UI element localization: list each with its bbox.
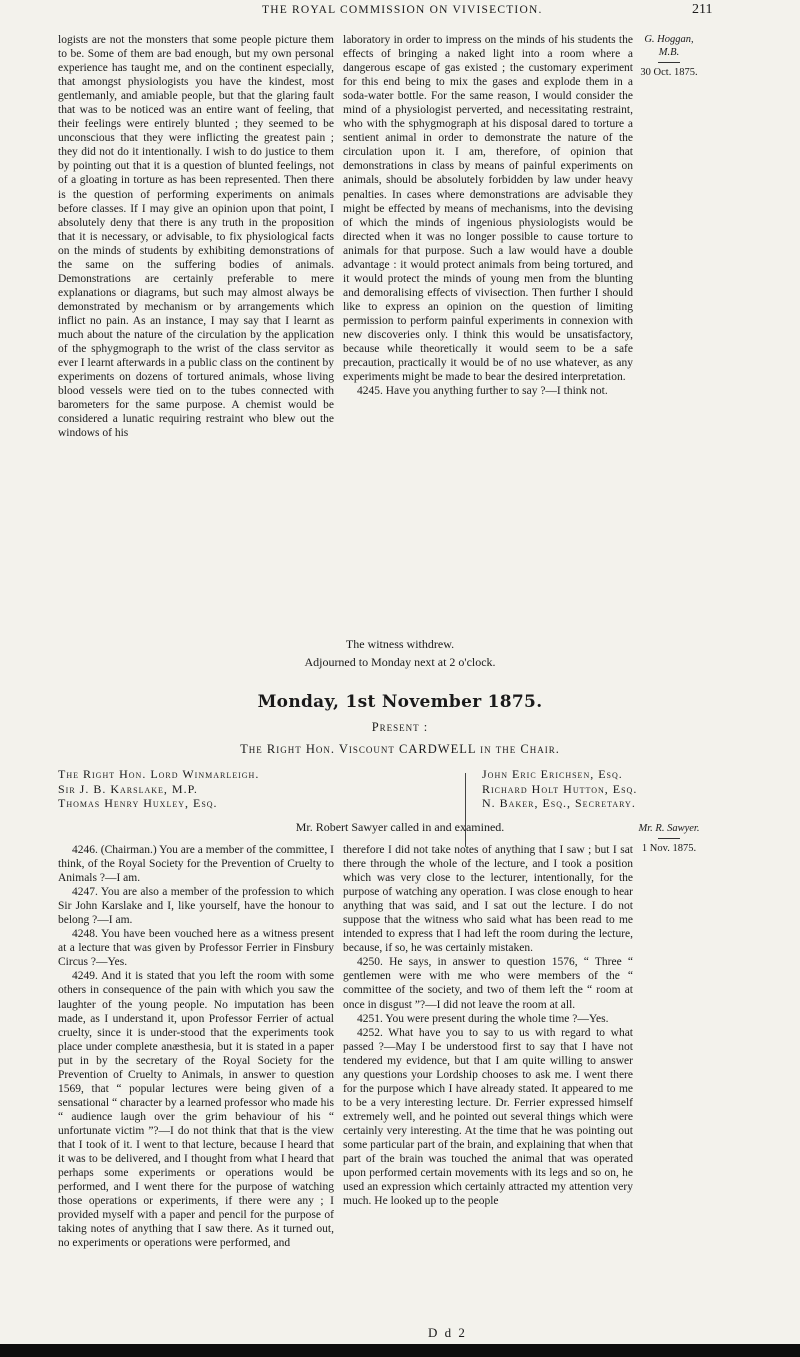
members-right: [482, 767, 782, 811]
members-bracket: [465, 773, 466, 847]
margin-witness-name: G. Hoggan, M.B.: [644, 34, 694, 58]
chair-line: The Right Hon. Viscount CARDWELL in the Chair.: [240, 742, 560, 756]
margin-witness-name: Mr. R. Sawyer.: [638, 823, 700, 834]
page-number: 211: [692, 2, 713, 17]
adjourned-note: Adjourned to Monday next at 2 o'clock.: [304, 655, 496, 669]
scan-edge-bar: [0, 1344, 800, 1357]
member: N. Baker, Esq., Secretary.: [482, 796, 636, 810]
margin-date: 30 Oct. 1875.: [640, 67, 698, 78]
margin-note-witness: [638, 33, 700, 79]
bottom-right-column: [343, 843, 633, 1208]
meeting-date: Monday, 1st November 1875.: [257, 692, 543, 712]
paragraph: 4251. You were present during the whole time ?—Yes.: [357, 1012, 609, 1025]
margin-note-witness-2: [638, 822, 700, 855]
member: The Right Hon. Lord Winmarleigh.: [58, 767, 260, 781]
paragraph: laboratory in order to impress on the minds of his students the effects of bringing a naked light into a room where a dangerous escape of gas existed ; the customary experiment for this end being to mix the gases and explode them in a soda-water bottle. For the same reason, I would consider the mind of a physiologist perverted, and necessitating restraint, who with the sphygmograph at his disposal dared to torture a sentient animal in order to demonstrate the nature of the circulation upon it. I am, therefore, of opinion that demonstrations in class by means of painful experiments on animals, should be absolutely forbidden by law under heavy penalties. In cases where demonstrations are advisable they might be effected by means of mechanisms, into the devising of which the minds of ingenious physiologists would be directed when it was no longer possible to cause torture to animals for that purpose. Such a law would have a double advantage : it would protect animals from being tortured, and it would protect the minds of young men from the blunting and demoralising effects of vivisection. Then further I should like to express an opinion on the question of limiting permission to perform painful experiments in connexion with new discoveries only. I think this would be unsatisfactory, because while theoretically it would seem to be a safe precaution, practically it would be of no use whatever, as any experiments might be made to bear the desired interpretation.: [343, 34, 633, 384]
member: John Eric Erichsen, Esq.: [482, 767, 623, 781]
witness-withdrew: The witness withdrew.: [345, 637, 455, 651]
top-left-column: [58, 33, 334, 440]
paragraph: 4250. He says, in answer to question 1576, “ Three “ gentlemen were with me who were members of the “ committee of the society, and two of them left the “ room at once in disgust ”?—I did not leave the room at all.: [343, 956, 633, 1011]
page-header: [0, 0, 800, 22]
members-left: [58, 767, 458, 811]
present-label: Present :: [371, 720, 429, 734]
paragraph: 4248. You have been vouched here as a witness present at a lecture that was given by Professor Ferrier in Finsbury Circus ?—Yes.: [58, 928, 334, 969]
paragraph: logists are not the monsters that some people picture them to be. Some of them are bad enough, but my own personal experience has taught me, and on the continent especially, that amongst physiologists you have the kindest, most gentlemanly, and amiable people, but that the glaring fault that was to be noticed was an entire want of feeling, that their feelings were entirely blunted ; they seemed to be unconscious that they were inflicting the greatest pain ; they did not do it intentionally. I wish to do justice to them by pointing out that it is a question of blunted feelings, not of a gloating in torture as has been represented. Then there is the question of performing experiments on animals before classes. If I may give an opinion upon that point, I absolutely deny that there is any truth in the proposition that it is necessary, or advisable, to fix physiological facts on the minds of students by exhibiting demonstrations of the same on the suffering bodies of animals. Demonstrations are certainly preferable to mere explanations or diagrams, but such may almost always be demonstrated by mechanism or by arrangements which inflict no pain. As an instance, I may say that I learnt as much about the nature of the circulation by the application of the sphygmograph to the wrist of the class servitor as ever I learnt afterwards in a public class on the continent by experiments on dozens of tortured animals, whose living blood vessels were tied on to the tubes connected with barometers for the same purpose. A chemist would be considered a lunatic requiring restraint who blew out the windows of his: [58, 34, 334, 440]
member: Thomas Henry Huxley, Esq.: [58, 796, 218, 810]
witness-called: Mr. Robert Sawyer called in and examined.: [295, 820, 505, 834]
paragraph: 4252. What have you to say to us with regard to what passed ?—May I be understood first to say that I have not tendered my evidence, but that I am quite willing to answer any questions your Lordship chooses to ask me. I went there for the purpose which I have already stated. It appeared to me to be a very interesting lecture. Dr. Ferrier expressed himself extremely well, and he pointed out several things which were certainly very interesting. At the time that he was pointing out some particular part of the brain, and explaining that when that part of the brain was touched the animal that was operated upon performed certain movements with its legs and so on, he used an expression which certainly attracted my attention very much. He looked up to the people: [343, 1026, 633, 1208]
member: Richard Holt Hutton, Esq.: [482, 781, 638, 796]
running-head: THE ROYAL COMMISSION ON VIVISECTION.: [262, 4, 543, 16]
paragraph: 4246. (Chairman.) You are a member of the committee, I think, of the Royal Society for the Prevention of Cruelty to Animals ?—I am.: [58, 844, 334, 885]
member: Sir J. B. Karslake, M.P.: [58, 781, 198, 796]
bottom-left-column: [58, 843, 334, 1250]
signature-mark: D d 2: [428, 1325, 467, 1340]
paragraph: 4247. You are also a member of the profession to which Sir John Karslake and I, like yourself, have the honour to belong ?—I am.: [58, 886, 334, 927]
paragraph: 4249. And it is stated that you left the room with some others in consequence of the pain with which you saw the laughter of the young people. No imputation has been made, as I understand it, upon Professor Ferrier of actual cruelty, since it is under-stood that the experiments took place under complete anæsthesia, but it is stated in a paper put in by the secretary of the Royal Society for the Prevention of Cruelty to Animals, in answer to question 1569, that “ popular lectures were being given of a sensational “ character by a learned professor who made his “ audience laugh over the grim behaviour of his “ unfortunate victim ”?—I do not think that that is the view that I took of it. I went to that lecture, because I heard that it was to be delivered, and I thought from what I heard that perhaps some experiments or operations would be performed, and I went there for the purpose of watching those operations or experiments, if there were any ; I provided myself with a paper and pencil for the purpose of taking notes of anything that I saw there. As it turned out, no experiments or operations were performed, and: [58, 970, 334, 1250]
margin-rule: [658, 838, 680, 839]
paragraph: therefore I did not take notes of anything that I saw ; but I sat there through the whole of the lecture, and I took a position which was very close to the lecturer, intentionally, for the purpose of watching any operation. I was close enough to hear anything that was said, and I sat out the lecture. I do not suppose that the witness who said what has been read to me intended to express that I had left the room during the lecture, because, if so, he was certainly mistaken.: [343, 844, 633, 955]
margin-rule: [658, 62, 680, 63]
top-right-column: [343, 33, 633, 398]
margin-date: 1 Nov. 1875.: [641, 843, 697, 854]
paragraph: 4245. Have you anything further to say ?—I think not.: [357, 385, 608, 398]
